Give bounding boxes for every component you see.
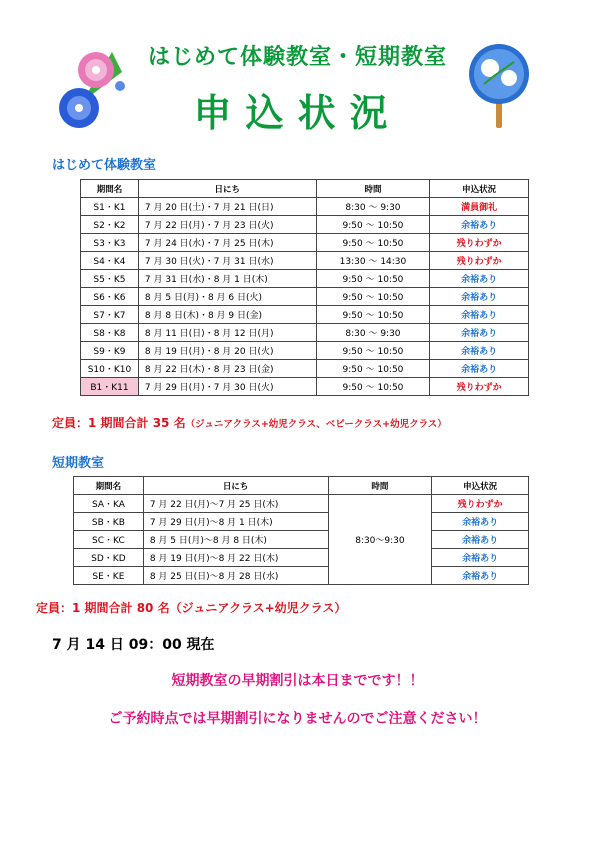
status-badge: 残りわずか [432, 495, 529, 513]
period-name: S10・K10 [81, 360, 139, 378]
table-row [74, 567, 529, 585]
status-badge: 残りわずか [430, 252, 529, 270]
as-of-timestamp: 7 月 14 日 09：00 現在 [52, 637, 215, 653]
period-time: 13:30 〜 14:30 [316, 252, 430, 270]
table-row [81, 288, 529, 306]
period-name: S7・K7 [81, 306, 139, 324]
period-dates: 8 月 25 日(日)〜8 月 28 日(水) [143, 567, 328, 585]
period-name: S2・K2 [81, 216, 139, 234]
status-badge: 余裕あり [430, 324, 529, 342]
header-date: 日にち [143, 477, 328, 495]
table-row [81, 234, 529, 252]
capacity-classes-trial: （ジュニアクラス+幼児クラス、ベビークラス+幼児クラス） [185, 419, 447, 430]
table-row [81, 198, 529, 216]
table-row [81, 216, 529, 234]
section-heading-short: 短期教室 [52, 456, 105, 471]
period-time: 9:50 〜 10:50 [316, 378, 430, 396]
header-time: 時間 [328, 477, 432, 495]
page-title: はじめて体験教室・短期教室 [147, 45, 447, 70]
header-time: 時間 [316, 180, 430, 198]
period-dates: 7 月 24 日(水)・7 月 25 日(木) [138, 234, 316, 252]
page-heading: 申込状況 [193, 91, 402, 135]
status-badge: 余裕あり [430, 342, 529, 360]
period-dates: 8 月 19 日(月)〜8 月 22 日(木) [143, 549, 328, 567]
period-name: S3・K3 [81, 234, 139, 252]
period-dates: 7 月 29 日(月)〜8 月 1 日(木) [143, 513, 328, 531]
section-heading-trial: はじめて体験教室 [52, 158, 157, 173]
header-period: 期間名 [74, 477, 144, 495]
period-time: 9:50 〜 10:50 [316, 342, 430, 360]
period-name: S8・K8 [81, 324, 139, 342]
period-name: SD・KD [74, 549, 144, 567]
period-dates: 8 月 11 日(日)・8 月 12 日(月) [138, 324, 316, 342]
period-dates: 8 月 5 日(月)〜8 月 8 日(木) [143, 531, 328, 549]
table-row [81, 360, 529, 378]
period-time: 8:30〜9:30 [328, 495, 432, 585]
period-dates: 8 月 19 日(月)・8 月 20 日(火) [138, 342, 316, 360]
reservation-caution-notice: ご予約時点では早期割引になりませんのでご注意ください！ [108, 711, 487, 727]
table-row [74, 531, 529, 549]
period-dates: 7 月 30 日(火)・7 月 31 日(水) [138, 252, 316, 270]
status-badge: 余裕あり [432, 531, 529, 549]
period-time: 9:50 〜 10:50 [316, 306, 430, 324]
period-dates: 7 月 22 日(月)〜7 月 25 日(木) [143, 495, 328, 513]
period-name: SC・KC [74, 531, 144, 549]
header-date: 日にち [138, 180, 316, 198]
early-discount-notice: 短期教室の早期割引は本日までです！！ [171, 673, 424, 689]
period-time: 9:50 〜 10:50 [316, 216, 430, 234]
period-dates: 8 月 22 日(木)・8 月 23 日(金) [138, 360, 316, 378]
status-badge: 余裕あり [432, 567, 529, 585]
status-badge: 残りわずか [430, 378, 529, 396]
period-dates: 8 月 8 日(木)・8 月 9 日(金) [138, 306, 316, 324]
status-badge: 余裕あり [430, 216, 529, 234]
short-class-table [73, 476, 529, 585]
table-header-row [81, 180, 529, 198]
period-time: 9:50 〜 10:50 [316, 288, 430, 306]
period-time: 9:50 〜 10:50 [316, 234, 430, 252]
table-header-row [74, 477, 529, 495]
capacity-note-short: 定員：1 期間合計 80 名（ジュニアクラス+幼児クラス） [36, 601, 347, 615]
header-status: 申込状況 [430, 180, 529, 198]
period-name: B1・K11 [81, 378, 139, 396]
period-time: 8:30 〜 9:30 [316, 198, 430, 216]
table-row [74, 513, 529, 531]
period-name: SE・KE [74, 567, 144, 585]
period-name: SA・KA [74, 495, 144, 513]
period-dates: 8 月 5 日(月)・8 月 6 日(火) [138, 288, 316, 306]
status-badge: 余裕あり [432, 549, 529, 567]
status-badge: 残りわずか [430, 234, 529, 252]
table-row [74, 549, 529, 567]
period-name: S5・K5 [81, 270, 139, 288]
table-row [81, 306, 529, 324]
table-row [81, 252, 529, 270]
table-row [81, 270, 529, 288]
period-name: S1・K1 [81, 198, 139, 216]
period-dates: 7 月 29 日(月)・7 月 30 日(火) [138, 378, 316, 396]
trial-class-table [80, 179, 529, 396]
header-period: 期間名 [81, 180, 139, 198]
period-dates: 7 月 31 日(水)・8 月 1 日(木) [138, 270, 316, 288]
period-dates: 7 月 20 日(土)・7 月 21 日(日) [138, 198, 316, 216]
header-status: 申込状況 [432, 477, 529, 495]
table-row [74, 495, 529, 513]
period-time: 9:50 〜 10:50 [316, 360, 430, 378]
status-badge: 満員御礼 [430, 198, 529, 216]
period-time: 8:30 〜 9:30 [316, 324, 430, 342]
period-name: S6・K6 [81, 288, 139, 306]
period-name: S9・K9 [81, 342, 139, 360]
period-name: SB・KB [74, 513, 144, 531]
capacity-main-trial: 定員：1 期間合計 35 名 [52, 416, 186, 430]
status-badge: 余裕あり [430, 270, 529, 288]
status-badge: 余裕あり [430, 288, 529, 306]
period-time: 9:50 〜 10:50 [316, 270, 430, 288]
capacity-note-trial [52, 414, 447, 431]
table-row [81, 378, 529, 396]
status-badge: 余裕あり [430, 306, 529, 324]
status-badge: 余裕あり [430, 360, 529, 378]
period-name: S4・K4 [81, 252, 139, 270]
status-badge: 余裕あり [432, 513, 529, 531]
table-row [81, 324, 529, 342]
period-dates: 7 月 22 日(月)・7 月 23 日(火) [138, 216, 316, 234]
table-row [81, 342, 529, 360]
